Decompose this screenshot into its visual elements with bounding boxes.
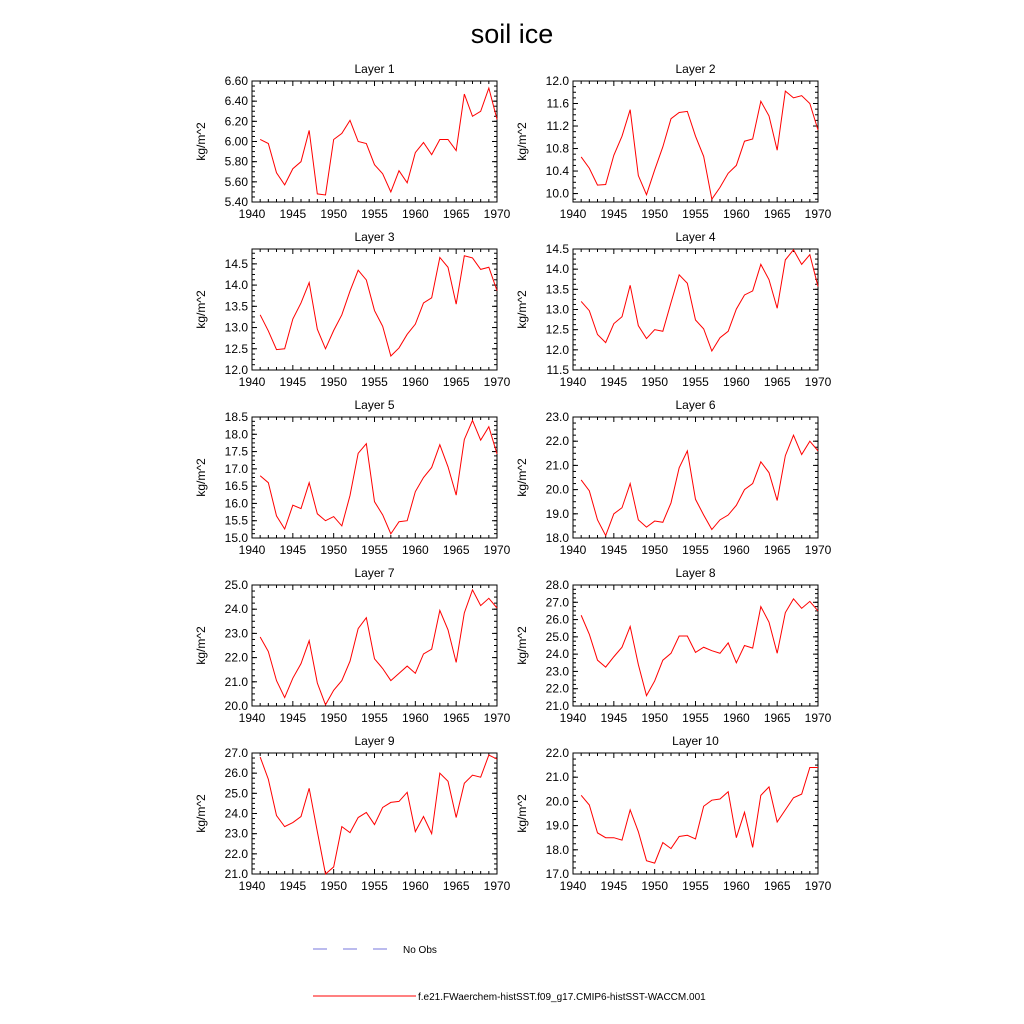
x-tick-label: 1970	[483, 543, 511, 557]
x-tick-label: 1965	[442, 207, 470, 221]
x-tick-label: 1960	[722, 543, 750, 557]
x-tick-label: 1960	[722, 375, 750, 389]
y-tick-label: 10.0	[545, 186, 569, 201]
y-axis-label: kg/m^2	[194, 290, 208, 329]
y-axis-label: kg/m^2	[194, 794, 208, 833]
y-tick-label: 20.0	[224, 699, 248, 713]
x-tick-label: 1940	[238, 879, 266, 893]
y-tick-label: 14.5	[224, 256, 248, 271]
x-tick-label: 1950	[641, 207, 669, 221]
x-tick-label: 1940	[238, 207, 266, 221]
x-tick-label: 1955	[682, 543, 709, 557]
y-tick-label: 6.20	[224, 114, 248, 129]
x-tick-label: 1940	[559, 543, 587, 557]
y-axis-label: kg/m^2	[194, 626, 208, 665]
x-tick-label: 1965	[763, 375, 791, 389]
x-tick-label: 1950	[320, 543, 348, 557]
y-tick-label: 21.0	[545, 699, 569, 713]
legend-obs-label: No Obs	[403, 945, 437, 956]
y-tick-label: 24.0	[224, 806, 248, 821]
x-tick-label: 1965	[763, 207, 791, 221]
x-tick-label: 1965	[763, 711, 791, 725]
x-tick-label: 1970	[804, 543, 832, 557]
y-tick-label: 14.0	[545, 262, 569, 277]
x-tick-label: 1965	[442, 375, 470, 389]
y-tick-label: 19.0	[545, 818, 569, 833]
y-tick-label: 14.5	[545, 242, 569, 256]
x-tick-label: 1940	[238, 543, 266, 557]
y-tick-label: 19.0	[545, 506, 569, 521]
x-tick-label: 1955	[682, 879, 709, 893]
panel-title: Layer 10	[672, 734, 719, 748]
x-tick-label: 1950	[641, 375, 669, 389]
figure-title: soil ice	[470, 19, 554, 49]
x-tick-label: 1955	[361, 879, 388, 893]
y-tick-label: 27.0	[545, 595, 569, 610]
y-axis-label: kg/m^2	[515, 626, 529, 665]
y-tick-label: 27.0	[224, 746, 248, 760]
y-axis-label: kg/m^2	[515, 794, 529, 833]
x-tick-label: 1960	[722, 207, 750, 221]
y-tick-label: 13.5	[224, 299, 248, 314]
y-tick-label: 15.5	[224, 513, 248, 528]
x-tick-label: 1940	[559, 375, 587, 389]
y-tick-label: 11.2	[546, 119, 569, 134]
panel-title: Layer 6	[675, 398, 716, 412]
x-tick-label: 1970	[804, 879, 832, 893]
y-tick-label: 16.0	[224, 496, 248, 511]
panel-title: Layer 1	[354, 62, 395, 76]
x-tick-label: 1970	[804, 711, 832, 725]
y-tick-label: 5.80	[224, 154, 248, 169]
y-tick-label: 12.5	[224, 341, 248, 356]
panel-title: Layer 5	[354, 398, 395, 412]
y-tick-label: 11.6	[546, 96, 569, 111]
x-tick-label: 1960	[401, 711, 429, 725]
panel-title: Layer 9	[354, 734, 395, 748]
y-tick-label: 24.0	[545, 647, 569, 662]
panel-title: Layer 8	[675, 566, 716, 580]
y-tick-label: 14.0	[224, 278, 248, 293]
x-tick-label: 1940	[238, 711, 266, 725]
y-tick-label: 22.0	[545, 681, 569, 696]
y-tick-label: 6.40	[224, 94, 248, 109]
x-tick-label: 1970	[483, 375, 511, 389]
y-tick-label: 20.0	[545, 482, 569, 497]
x-tick-label: 1940	[238, 375, 266, 389]
y-axis-label: kg/m^2	[515, 122, 529, 161]
y-tick-label: 10.8	[545, 141, 569, 156]
y-tick-label: 18.0	[545, 531, 569, 545]
x-tick-label: 1945	[279, 375, 307, 389]
y-tick-label: 12.0	[224, 363, 248, 377]
y-tick-label: 22.0	[545, 434, 569, 449]
x-tick-label: 1970	[483, 711, 511, 725]
y-tick-label: 23.0	[224, 826, 248, 841]
y-tick-label: 13.5	[545, 282, 569, 297]
y-tick-label: 18.5	[224, 410, 248, 424]
y-tick-label: 15.0	[224, 531, 248, 545]
x-tick-label: 1950	[641, 711, 669, 725]
x-tick-label: 1960	[722, 711, 750, 725]
x-tick-label: 1945	[600, 207, 628, 221]
x-tick-label: 1945	[279, 711, 307, 725]
x-tick-label: 1945	[279, 879, 307, 893]
y-tick-label: 23.0	[545, 664, 569, 679]
x-tick-label: 1955	[682, 711, 709, 725]
y-tick-label: 26.0	[545, 612, 569, 627]
y-tick-label: 17.0	[545, 867, 569, 881]
y-tick-label: 21.0	[545, 458, 569, 473]
y-tick-label: 10.4	[545, 164, 569, 179]
x-tick-label: 1945	[600, 543, 628, 557]
x-tick-label: 1945	[279, 543, 307, 557]
x-tick-label: 1950	[641, 543, 669, 557]
x-tick-label: 1965	[763, 879, 791, 893]
y-tick-label: 21.0	[545, 770, 569, 785]
legend-model-label: f.e21.FWaerchem-histSST.f09_g17.CMIP6-histSST-WACCM.001	[418, 992, 706, 1003]
y-tick-label: 23.0	[224, 626, 248, 641]
x-tick-label: 1955	[361, 375, 388, 389]
y-tick-label: 17.0	[224, 461, 248, 476]
y-tick-label: 11.5	[546, 363, 569, 377]
x-tick-label: 1960	[722, 879, 750, 893]
y-tick-label: 5.40	[224, 195, 248, 209]
y-axis-label: kg/m^2	[515, 458, 529, 497]
y-tick-label: 22.0	[545, 746, 569, 760]
x-tick-label: 1955	[361, 207, 388, 221]
x-tick-label: 1970	[483, 207, 511, 221]
x-tick-label: 1970	[483, 879, 511, 893]
y-tick-label: 23.0	[545, 410, 569, 424]
y-tick-label: 21.0	[224, 674, 248, 689]
x-tick-label: 1965	[763, 543, 791, 557]
y-tick-label: 12.5	[545, 322, 569, 337]
y-tick-label: 22.0	[224, 650, 248, 665]
y-tick-label: 6.60	[224, 74, 248, 88]
y-tick-label: 5.60	[224, 174, 248, 189]
x-tick-label: 1965	[442, 543, 470, 557]
y-tick-label: 18.0	[224, 427, 248, 442]
panel-title: Layer 3	[354, 230, 395, 244]
x-tick-label: 1945	[600, 879, 628, 893]
y-tick-label: 25.0	[224, 578, 248, 592]
y-tick-label: 24.0	[224, 602, 248, 617]
x-tick-label: 1960	[401, 207, 429, 221]
x-tick-label: 1965	[442, 879, 470, 893]
y-tick-label: 25.0	[224, 786, 248, 801]
y-axis-label: kg/m^2	[194, 122, 208, 161]
x-tick-label: 1940	[559, 207, 587, 221]
y-tick-label: 12.0	[545, 342, 569, 357]
x-tick-label: 1945	[279, 207, 307, 221]
y-tick-label: 26.0	[224, 766, 248, 781]
y-tick-label: 13.0	[545, 302, 569, 317]
x-tick-label: 1960	[401, 543, 429, 557]
panel-title: Layer 2	[675, 62, 716, 76]
y-tick-label: 6.00	[224, 134, 248, 149]
x-tick-label: 1945	[600, 711, 628, 725]
x-tick-label: 1955	[682, 207, 709, 221]
x-tick-label: 1950	[320, 375, 348, 389]
y-tick-label: 18.0	[545, 842, 569, 857]
y-tick-label: 21.0	[224, 867, 248, 881]
y-tick-label: 12.0	[545, 74, 569, 88]
y-tick-label: 13.0	[224, 320, 248, 335]
x-tick-label: 1960	[401, 375, 429, 389]
x-tick-label: 1950	[320, 879, 348, 893]
x-tick-label: 1940	[559, 879, 587, 893]
y-tick-label: 17.5	[224, 444, 248, 459]
y-axis-label: kg/m^2	[515, 290, 529, 329]
x-tick-label: 1960	[401, 879, 429, 893]
x-tick-label: 1955	[361, 711, 388, 725]
x-tick-label: 1970	[804, 207, 832, 221]
y-tick-label: 16.5	[224, 479, 248, 494]
x-tick-label: 1955	[682, 375, 709, 389]
x-tick-label: 1950	[641, 879, 669, 893]
x-tick-label: 1945	[600, 375, 628, 389]
y-tick-label: 25.0	[545, 629, 569, 644]
y-axis-label: kg/m^2	[194, 458, 208, 497]
x-tick-label: 1970	[804, 375, 832, 389]
x-tick-label: 1950	[320, 207, 348, 221]
panel-title: Layer 4	[675, 230, 716, 244]
x-tick-label: 1940	[559, 711, 587, 725]
panel-title: Layer 7	[354, 566, 395, 580]
y-tick-label: 28.0	[545, 578, 569, 592]
x-tick-label: 1955	[361, 543, 388, 557]
y-tick-label: 20.0	[545, 794, 569, 809]
y-tick-label: 22.0	[224, 846, 248, 861]
x-tick-label: 1950	[320, 711, 348, 725]
x-tick-label: 1965	[442, 711, 470, 725]
